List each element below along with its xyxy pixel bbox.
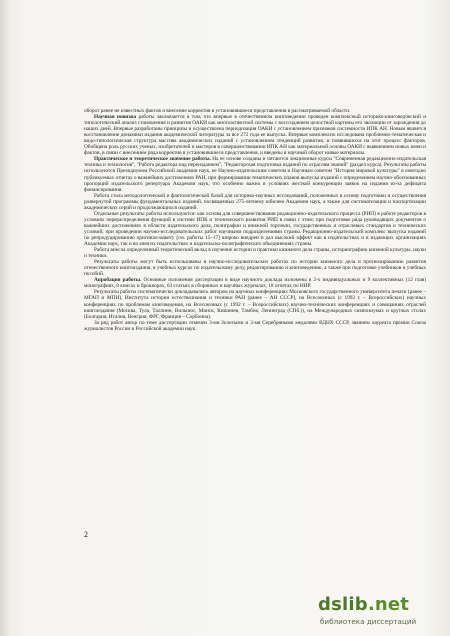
paragraph: Результаты работы могут быть использованы в научно-исследовательских работах по истории книжного дела и прогнозированию развития отечественного книгоиздания, в учебных курсах по издательскому делу, редактированию и книговедению, а также при подготовке учебников и учебных пособий.	[84, 259, 426, 278]
watermark-subtitle: библиотека диссертаций	[320, 617, 417, 626]
paragraph-scientific-novelty: Научная новизна работы заключается в том, что впервые в отечественном книговедении проведен комплексный историко-книговедческий и типологический анализ становления и развития ОАКИ как многоаспектной системы с воссозданием целостной картины его эволюции от зарождения до наших дней. Впервые разработаны принципы и осуществлена периодизация ОАКИ с установлением признаков системности ИПК АН. Новым является восстановление динамики издания академической литературы за все 272 года ее выпуска. Впервые комплексно исследована проблемно-тематическая и видо-типологическая структура массива академических изданий с установлением тенденций развития, и появившихся на этот процесс факторов. Обобщена роль русских ученых, изобретателей и мастеров в совершенствовании ИПК АН как материальной основы ОАКИ с выявлением новых имен и фактов, в связи с внесением ряда корректив в установившиеся представления, и введены в научный оборот новые материалы.	[84, 114, 427, 157]
paragraph: Результаты работы систематически докладывались автором на научных конференциях Московского государственного университета печати (ранее – МГАП и МПИ), Института истории естествознания и техники РАН (ранее – АН СССР), на Всесоюзных (с 1992 г. – Всероссийских) научных конференциях по проблемам книговедения, на Всесоюзных (с 1992 г. – Всероссийских) научно-технических конференциях и совещаниях отраслей книгоиздания (Москва, Тула, Таллинн, Вильнюс, Минск, Кишинев, Тамбов, Ленинград (СПб.)), на Международных симпозиумах и круглых столах (Болгария, Италия, Венгрия, ФРГ, Франция – Сорбонна).	[84, 289, 426, 320]
document-body	[84, 108, 426, 332]
scan-shadow	[0, 0, 10, 636]
paragraph: За ряд работ автор по теме диссертации отмечен 3-мя Золотыми и 3-мя Серебряными медалями ВДНХ СССР, званием лауреата премии Союза журналистов России и Российской академии наук.	[84, 319, 426, 332]
paragraph: Отдельные результаты работы используются: как основа для совершенствования редакционно-издательского процесса (РИП) в работе редакторов в условиях перераспределения функций в системе ИПК и технического развития РИП в связи с этим; при подготовке ряда руководящих документов о важнейших достижениях в области издательского дела, полиграфии и книжной торговли, государственных и отраслевых стандартов и технических условий; при проведении научно-исследовательских работ научными подразделениями страны. Редакционно-издательский комплекс выпуска изданий по репродуцированию оригинал-макету [см. работы 15–17] широко внедрен и дал высокий эффект как в издательствах и в издающих организациях Академии наук, так и во многих издательствах и издательско-полиграфических объединениях страны.	[84, 210, 426, 248]
paragraph-heading: Практическое и теоретическое значение работы.	[94, 156, 211, 163]
paragraph: оборот ранее не известных фактов и внесение корректив в установившиеся представления в рассматриваемой области.	[84, 108, 351, 114]
paragraph-approbation: Апробация работы. Основные положения диссертации в виде научного доклада изложены в 2-х индивидуальных и 9 коллективных (12 глав) монографиях, 8 книгах и брошюрах, 63 статьях в сборниках и научных журналах, 18 отчетах по НИР.	[84, 277, 426, 290]
paragraph: Работа внесла определенный теоретический вклад в изучение истории и практики книжного дела страны, историографию книжной культуры, науки и техники.	[84, 247, 426, 260]
page-number: 2	[84, 530, 88, 539]
paragraph: Работа стала методологической и фактологической базой для историко-научных исследований, положенных в основу подготовки и осуществления развернутой программы фундаментальных изданий, посвященных 275-летнему юбилею Академии наук, а также для систематизации и паспортизации академических серий и продолжающихся изданий.	[84, 192, 426, 211]
watermark-logo	[318, 594, 448, 628]
paragraph-practical-significance: Практическое и теоретическое значение работы. На ее основе созданы и читаются лекционные курсы "Современная редакционно-издательская техника и технология", "Работа редактора над переизданием", "Редакторская подготовка изданий по отраслям знаний" (раздел курса). Результаты работы используются Президиумом Российской академии наук, ее Научно-издательским советом и Научным советом "История мировой культуры" в ежегодно публикуемых отчетах о важнейших достижениях РАН, при формировании тематических планов выпуска изданий с определением научно-обоснованных пропорций издательского репертуара Академии наук, что особенно важно в условиях жесткой конкуренции заявок на издания из-за дефицита финансирования.	[84, 156, 426, 193]
watermark-site-name: dslib.net	[318, 594, 410, 615]
paragraph-heading: Научная новизна	[94, 114, 137, 121]
paragraph-heading: Апробация работы.	[94, 277, 142, 284]
